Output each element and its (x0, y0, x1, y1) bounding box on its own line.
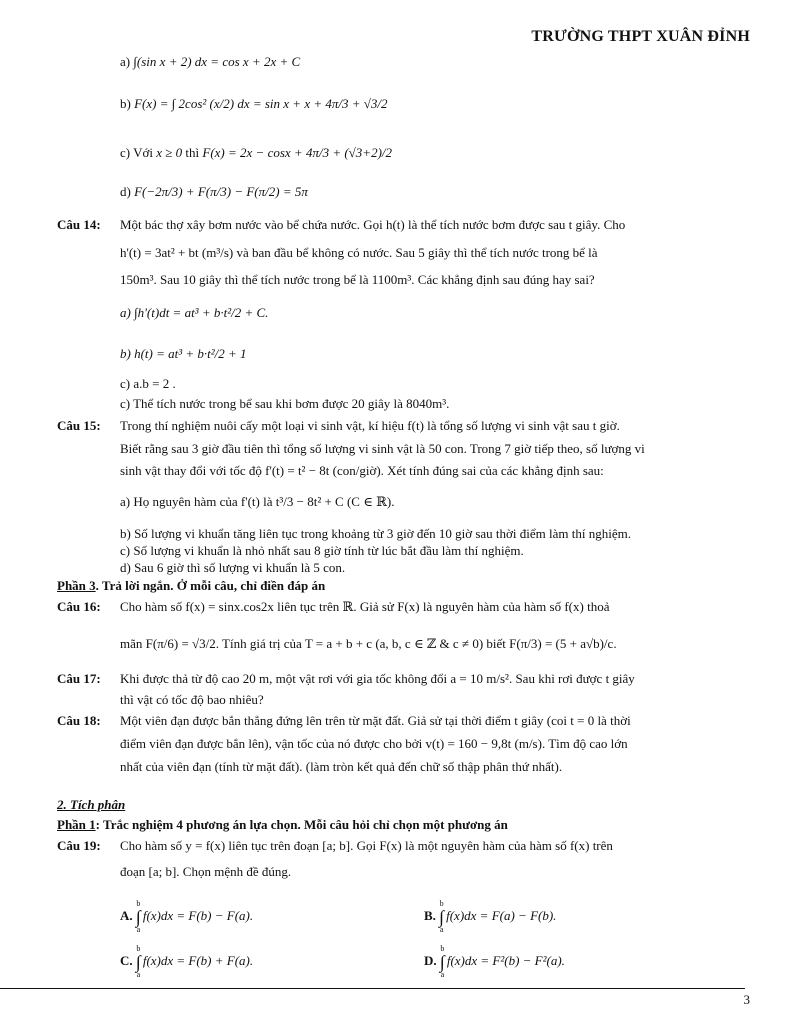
part1-heading: Phần 1: Trắc nghiệm 4 phương án lựa chọn. Mỗi câu hỏi chỉ chọn một phương án (57, 817, 508, 832)
q14-line1: Một bác thợ xây bơm nước vào bể chứa nước. Gọi h(t) là thể tích nước bơm được sau t giây. Cho (120, 217, 626, 232)
q14-line3: 150m³. Sau 10 giây thì thể tích nước trong bể là 1100m³. Các khẳng định sau đúng hay sai? (120, 272, 595, 287)
q15-option-c: c) Số lượng vi khuẩn là nhỏ nhất sau 8 giờ tính từ lúc bắt đầu làm thí nghiệm. (120, 543, 524, 558)
q19-label: Câu 19: (57, 838, 101, 853)
q13-option-b: b) F(x) = ∫ 2cos² (x/2) dx = sin x + x + 4π/3 + √3/2 (120, 96, 388, 111)
part3-heading: Phần 3. Trả lời ngắn. Ở mỗi câu, chỉ điền đáp án (57, 578, 326, 593)
q18-line1: Một viên đạn được bắn thẳng đứng lên trên từ mặt đất. Giả sử tại thời điểm t giây (coi t = 0 là thời (120, 713, 631, 728)
q17-line1: Khi được thả từ độ cao 20 m, một vật rơi với gia tốc không đổi a = 10 m/s². Sau khi rơi được t giây (120, 671, 635, 686)
q16-line2: mãn F(π/6) = √3/2. Tính giá trị của T = a + b + c (a, b, c ∈ ℤ & c ≠ 0) biết F(π/3) = (5 + a√b)/c. (120, 636, 617, 651)
q19-option-b: B. b ∫ a f(x)dx = F(a) − F(b). (424, 899, 557, 934)
q14-option-c: c) a.b = 2 . (120, 376, 176, 391)
q15-line2: Biết rằng sau 3 giờ đầu tiên thì tổng số lượng vi sinh vật là 50 con. Trong 7 giờ tiếp theo, số lượng vi (120, 441, 645, 456)
section-heading: 2. Tích phân (57, 797, 126, 812)
q15-line1: Trong thí nghiệm nuôi cấy một loại vi sinh vật, kí hiệu f(t) là tổng số lượng vi sinh vật sau t giờ. (120, 418, 620, 433)
q15-option-a: a) Họ nguyên hàm của f'(t) là t³/3 − 8t² + C (C ∈ ℝ). (120, 494, 395, 509)
page-number: 3 (743, 992, 750, 1007)
q14-option-d: c) Thể tích nước trong bể sau khi bơm được 20 giây là 8040m³. (120, 396, 450, 411)
q18-label: Câu 18: (57, 713, 101, 728)
q16-line1: Cho hàm số f(x) = sinx.cos2x liên tục trên ℝ. Giả sử F(x) là nguyên hàm của hàm số f(x) thoả (120, 599, 610, 614)
q13-option-c: c) Với x ≥ 0 thì F(x) = 2x − cosx + 4π/3 + (√3+2)/2 (120, 145, 393, 160)
q15-option-b: b) Số lượng vi khuẩn tăng liên tục trong khoảng từ 3 giờ đến 10 giờ sau thời điểm làm thí nghiệm. (120, 526, 631, 541)
q16-label: Câu 16: (57, 599, 101, 614)
q14-option-b: b) h(t) = at³ + b·t²/2 + 1 (120, 346, 247, 361)
q15-line3: sinh vật thay đổi với tốc độ f'(t) = t² − 8t (con/giờ). Xét tính đúng sai của các khẳng định sau: (120, 463, 604, 478)
school-header: TRƯỜNG THPT XUÂN ĐỈNH (531, 28, 750, 45)
footer-rule (0, 988, 745, 989)
q19-option-d: D. b ∫ a f(x)dx = F²(b) − F²(a). (424, 944, 565, 979)
q13-option-a: a) ∫(sin x + 2) dx = cos x + 2x + C (120, 54, 301, 69)
q17-line2: thì vật có tốc độ bao nhiêu? (120, 692, 264, 707)
q15-option-d: d) Sau 6 giờ thì số lượng vi khuẩn là 5 con. (120, 560, 346, 575)
q18-line2: điểm viên đạn được bắn lên), vận tốc của nó được cho bởi v(t) = 160 − 9,8t (m/s). Tìm độ cao lớn (120, 736, 628, 751)
q14-line2: h'(t) = 3at² + bt (m³/s) và ban đầu bể không có nước. Sau 5 giây thì thể tích nước trong bể là (120, 245, 598, 260)
q14-option-a: a) ∫h'(t)dt = at³ + b·t²/2 + C. (120, 305, 269, 320)
q15-label: Câu 15: (57, 418, 101, 433)
q19-line1: Cho hàm số y = f(x) liên tục trên đoạn [a; b]. Gọi F(x) là một nguyên hàm của hàm số f(x) trên (120, 838, 613, 853)
q18-line3: nhất của viên đạn (tính từ mặt đất). (làm tròn kết quả đến chữ số thập phân thứ nhất). (120, 759, 563, 774)
q19-option-c: C. b ∫ a f(x)dx = F(b) + F(a). (120, 944, 254, 979)
q14-label: Câu 14: (57, 217, 101, 232)
q17-label: Câu 17: (57, 671, 101, 686)
q13-option-d: d) F(−2π/3) + F(π/3) − F(π/2) = 5π (120, 184, 308, 199)
q19-line2: đoạn [a; b]. Chọn mệnh đề đúng. (120, 864, 292, 879)
q19-option-a: A. b ∫ a f(x)dx = F(b) − F(a). (120, 899, 254, 934)
